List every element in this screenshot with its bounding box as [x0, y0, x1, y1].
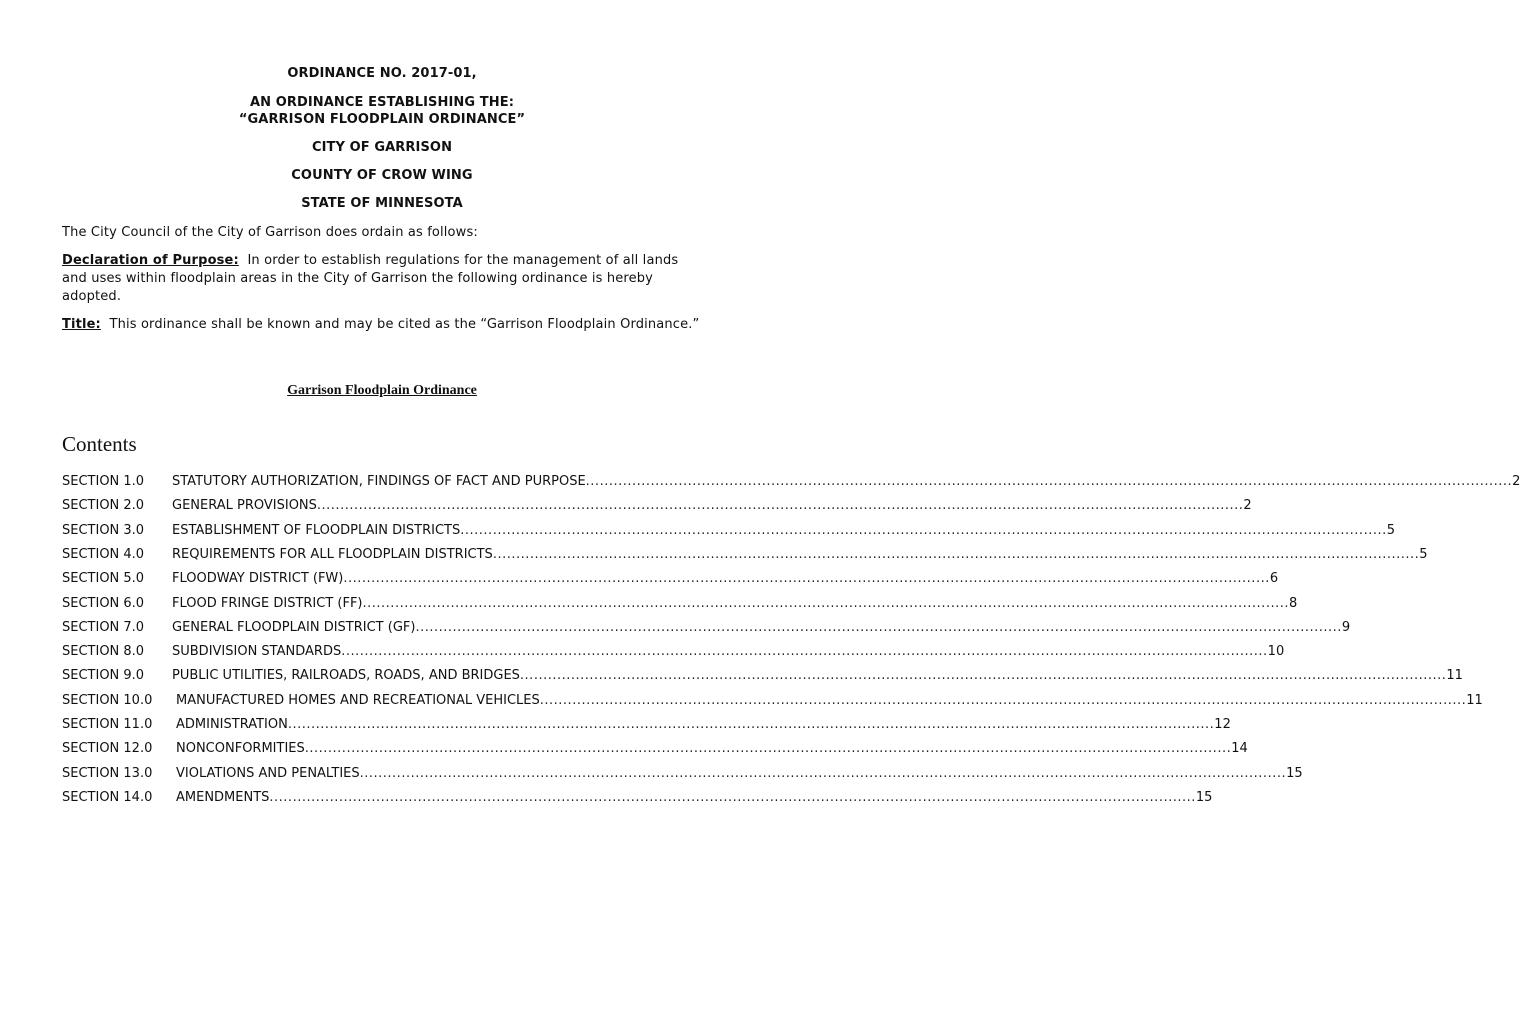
toc-page-number: 6	[1269, 571, 1279, 587]
toc-section-number: SECTION 7.0	[62, 619, 145, 635]
toc-page-number: 8	[1288, 595, 1298, 611]
toc-section-title: ESTABLISHMENT OF FLOODPLAIN DISTRICTS	[172, 522, 461, 538]
toc-entry[interactable]	[62, 570, 1279, 588]
toc-page-number: 14	[1231, 741, 1248, 757]
toc-section-title: STATUTORY AUTHORIZATION, FINDINGS OF FACT AND PURPOSE	[172, 474, 586, 489]
toc-page-number: 11	[1466, 692, 1483, 708]
toc-section-title: GENERAL FLOODPLAIN DISTRICT (GF)	[172, 619, 416, 635]
toc-entry[interactable]	[62, 740, 1248, 758]
toc-page-number: 11	[1446, 668, 1463, 684]
toc-section-number: SECTION 14.0	[62, 789, 153, 805]
toc-section-number: SECTION 2.0	[62, 498, 145, 514]
ordinance-heading-line1: AN ORDINANCE ESTABLISHING THE:	[249, 95, 515, 110]
toc-section-title: REQUIREMENTS FOR ALL FLOODPLAIN DISTRICTS	[172, 546, 493, 562]
toc-dot-leader: ........................................................................................................................................................................................................	[343, 571, 1270, 587]
toc-entry[interactable]	[62, 667, 1463, 685]
toc-page-number: 9	[1341, 619, 1351, 635]
toc-dot-leader: ........................................................................................................................................................................................................	[362, 595, 1289, 611]
toc-section-number: SECTION 1.0	[62, 474, 145, 489]
toc-entry[interactable]	[62, 716, 1231, 734]
toc-dot-leader: ........................................................................................................................................................................................................	[316, 498, 1244, 514]
toc-section-number: SECTION 8.0	[62, 644, 145, 660]
toc-dot-leader: ........................................................................................................................................................................................................	[415, 619, 1342, 635]
toc-entry[interactable]	[62, 619, 1351, 637]
toc-dot-leader: ........................................................................................................................................................................................................	[341, 644, 1268, 660]
toc-page-number: 15	[1286, 765, 1303, 781]
toc-section-number: SECTION 13.0	[62, 765, 153, 781]
toc-section-number: SECTION 4.0	[62, 546, 145, 562]
toc-entry[interactable]	[62, 497, 1252, 515]
toc-section-number: SECTION 12.0	[62, 741, 153, 757]
toc-dot-leader: ........................................................................................................................................................................................................	[539, 692, 1467, 708]
title-clause-label: Title:	[62, 317, 101, 332]
toc-section-number: SECTION 6.0	[62, 595, 145, 611]
toc-entry[interactable]	[62, 546, 1428, 564]
ordinance-number: ORDINANCE NO. 2017-01,	[287, 66, 477, 81]
toc-section-title: AMENDMENTS	[176, 789, 270, 805]
state-name: STATE OF MINNESOTA	[301, 196, 463, 211]
toc-page-number: 5	[1386, 522, 1396, 538]
toc-section-number: SECTION 10.0	[62, 692, 153, 708]
toc-entry[interactable]	[62, 522, 1396, 540]
document-title: Garrison Floodplain Ordinance	[287, 383, 477, 398]
declaration-text: In order to establish regulations for the management of all lands and uses within floodplain areas in the City of Garrison the following ordinance is hereby adopted.	[62, 253, 679, 304]
toc-section-number: SECTION 3.0	[62, 522, 145, 538]
toc-dot-leader: ........................................................................................................................................................................................................	[359, 765, 1287, 781]
toc-section-number: SECTION 11.0	[62, 717, 153, 732]
title-clause-paragraph	[62, 316, 702, 334]
toc-page-number: 12	[1214, 717, 1231, 732]
county-name: COUNTY OF CROW WING	[291, 168, 473, 183]
toc-page-number: 2	[1512, 474, 1520, 489]
toc-entry[interactable]	[62, 643, 1285, 661]
toc-section-number: SECTION 9.0	[62, 668, 145, 684]
toc-dot-leader: ........................................................................................................................................................................................................	[492, 546, 1420, 562]
title-clause-text: This ordinance shall be known and may be cited as the “Garrison Floodplain Ordinance.”	[109, 317, 700, 332]
contents-heading: Contents	[62, 432, 137, 456]
toc-dot-leader: ........................................................................................................................................................................................................	[304, 741, 1232, 757]
toc-entry[interactable]	[62, 765, 1303, 783]
toc-dot-leader: ........................................................................................................................................................................................................	[585, 474, 1513, 489]
toc-section-title: FLOOD FRINGE DISTRICT (FF)	[172, 595, 363, 611]
toc-page-number: 2	[1243, 498, 1252, 514]
toc-entry[interactable]	[62, 692, 1483, 710]
city-name: CITY OF GARRISON	[311, 140, 453, 155]
toc-section-title: GENERAL PROVISIONS	[172, 498, 317, 514]
toc-entry[interactable]	[62, 789, 1213, 807]
toc-entry[interactable]	[62, 595, 1298, 613]
declaration-paragraph	[62, 252, 702, 306]
declaration-label: Declaration of Purpose:	[62, 253, 239, 268]
intro-paragraph: The City Council of the City of Garrison does ordain as follows:	[62, 225, 478, 240]
toc-section-title: ADMINISTRATION	[176, 717, 288, 732]
toc-dot-leader: ........................................................................................................................................................................................................	[460, 522, 1387, 538]
toc-dot-leader: ........................................................................................................................................................................................................	[269, 789, 1196, 805]
toc-dot-leader: ........................................................................................................................................................................................................	[519, 668, 1447, 684]
toc-section-title: MANUFACTURED HOMES AND RECREATIONAL VEHICLES	[176, 692, 540, 708]
toc-dot-leader: ........................................................................................................................................................................................................	[287, 717, 1215, 732]
ordinance-heading-line2: “GARRISON FLOODPLAIN ORDINANCE”	[238, 112, 526, 127]
toc-section-title: VIOLATIONS AND PENALTIES	[176, 765, 360, 781]
toc-section-number: SECTION 5.0	[62, 571, 145, 587]
toc-section-title: SUBDIVISION STANDARDS	[172, 644, 342, 660]
toc-entry[interactable]	[62, 473, 1520, 491]
toc-section-title: NONCONFORMITIES	[176, 741, 305, 757]
toc-page-number: 5	[1419, 546, 1428, 562]
toc-page-number: 15	[1195, 789, 1213, 805]
toc-section-title: FLOODWAY DISTRICT (FW)	[172, 571, 344, 587]
toc-section-title: PUBLIC UTILITIES, RAILROADS, ROADS, AND BRIDGES	[172, 668, 520, 684]
toc-page-number: 10	[1267, 644, 1285, 660]
